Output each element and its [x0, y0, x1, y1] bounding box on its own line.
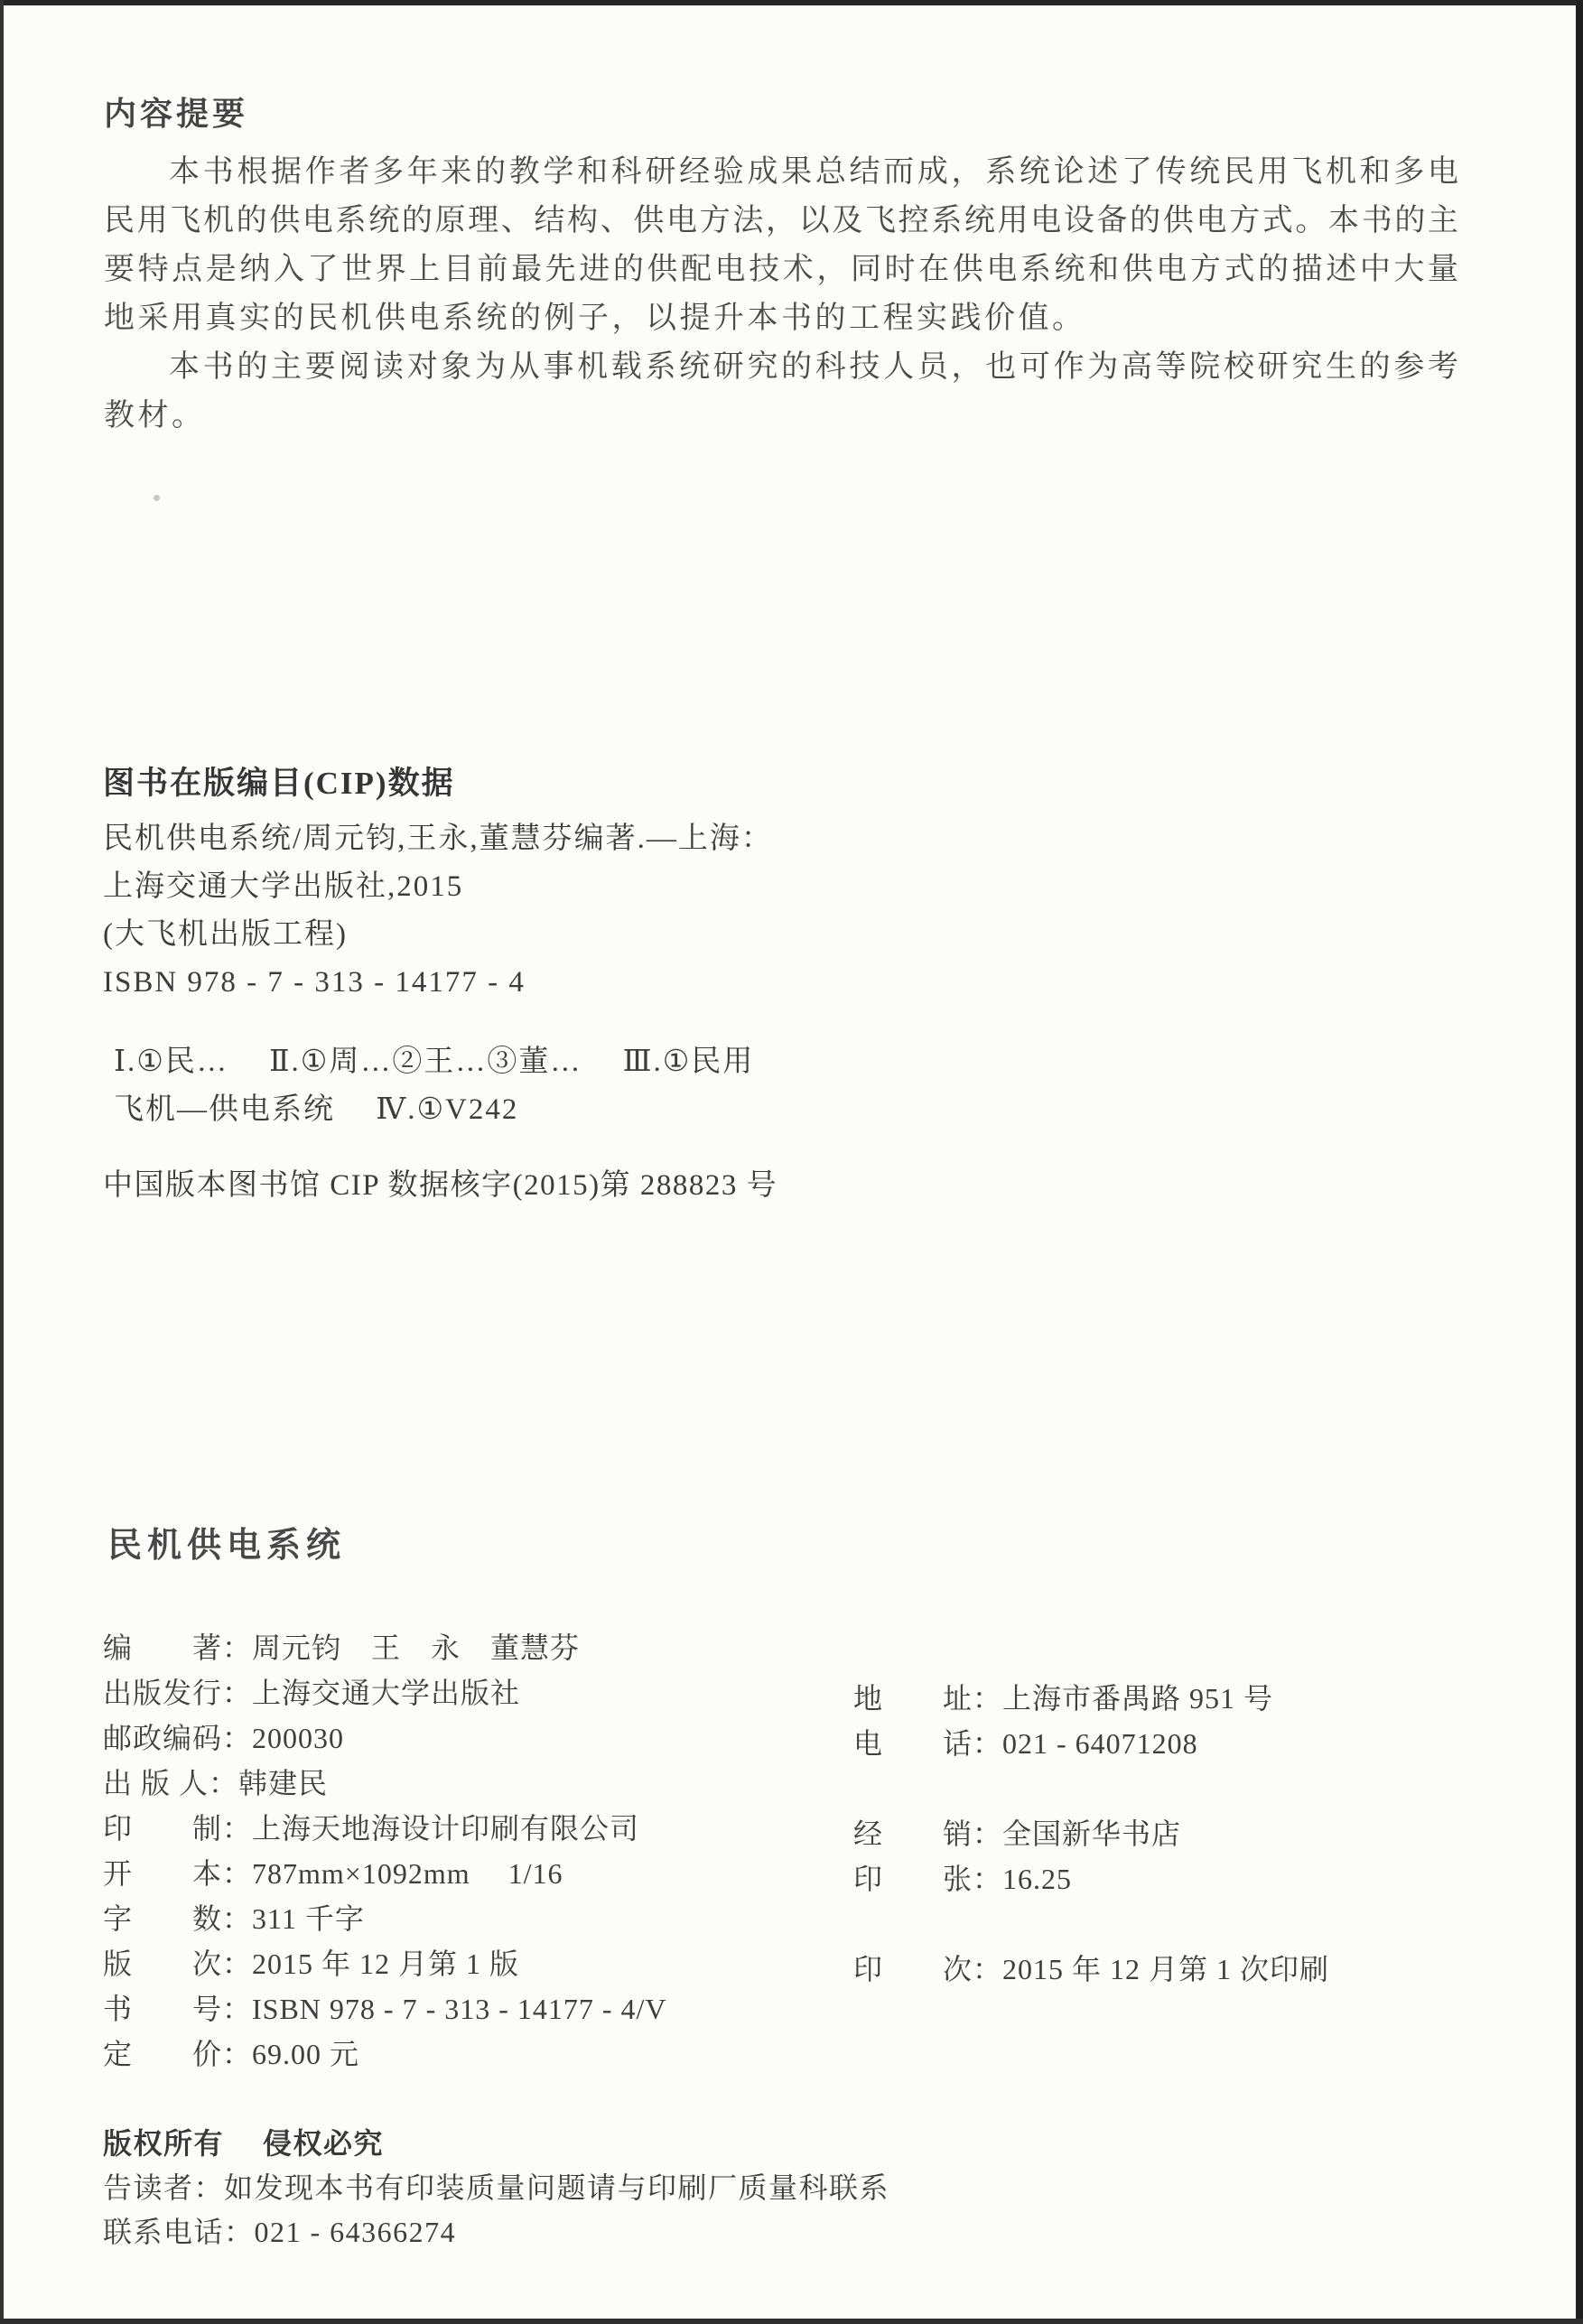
classification-line: 飞机—供电系统 Ⅳ.①V242 [114, 1093, 519, 1126]
summary-paragraphs [104, 147, 1458, 440]
colophon-publisher-row: 出版发行：上海交通大学出版社 [103, 1677, 521, 1709]
summary-line: 教材。 [104, 398, 206, 432]
summary-line: 要特点是纳入了世界上目前最先进的供配电技术，同时在供电系统和供电方式的描述中大量 [104, 252, 1458, 286]
summary-line: 本书根据作者多年来的教学和科研经验成果总结而成，系统论述了传统民用飞机和多电 [169, 154, 1458, 189]
colophon-printing-row: 印 次：2015 年 12 月第 1 次印刷 [853, 1953, 1330, 1985]
colophon-blank-row [853, 1766, 1329, 1811]
colophon-printer-row: 印 制：上海天地海设计印刷有限公司 [103, 1812, 640, 1845]
colophon-format-row: 开 本：787mm×1092mm 1/16 [103, 1857, 563, 1890]
scan-edge-bottom [0, 2319, 1583, 2324]
scan-edge-top [0, 0, 1583, 5]
colophon-left-column [103, 1670, 667, 2077]
cip-line: 上海交通大学出版社,2015 [103, 870, 464, 903]
scan-speck [154, 495, 160, 501]
colophon-publisher-person-row: 出 版 人：韩建民 [103, 1767, 329, 1799]
colophon-wordcount-row: 字 数：311 千字 [103, 1902, 365, 1935]
scan-edge-right [1576, 0, 1583, 2324]
colophon-edition-row: 版 次：2015 年 12 月第 1 版 [103, 1948, 520, 1980]
colophon-isbn-row: 书 号：ISBN 978 - 7 - 313 - 14177 - 4/V [103, 1993, 667, 2025]
cip-registry-number: 中国版本图书馆 CIP 数据核字(2015)第 288823 号 [103, 1169, 778, 1202]
colophon-postcode-row: 邮政编码：200030 [103, 1722, 345, 1754]
copyright-notice [103, 2122, 889, 2254]
classification-line: Ⅰ.①民… Ⅱ.①周…②王…③董… Ⅲ.①民用 [114, 1046, 755, 1078]
summary-line: 民用飞机的供电系统的原理、结构、供电方法，以及飞控系统用电设备的供电方式。本书的主 [104, 203, 1458, 237]
cip-line: (大飞机出版工程) [103, 918, 348, 951]
summary-line: 地采用真实的民机供电系统的例子，以提升本书的工程实践价值。 [104, 301, 1086, 335]
editors-row: 编 著：周元钧 王 永 董慧芬 [103, 1631, 581, 1664]
cip-record [103, 815, 773, 1007]
cip-line: 民机供电系统/周元钧,王永,董慧芬编著.—上海： [103, 823, 773, 855]
colophon-phone-row: 电 话：021 - 64071208 [853, 1727, 1198, 1760]
cip-classification [114, 1038, 754, 1134]
colophon-address-row: 地 址：上海市番禺路 951 号 [853, 1682, 1274, 1715]
colophon-right-column [853, 1676, 1329, 1992]
cip-isbn-line: ISBN 978 - 7 - 313 - 14177 - 4 [103, 966, 526, 999]
summary-heading: 内容提要 [104, 95, 249, 132]
summary-line: 本书的主要阅读对象为从事机载系统研究的科技人员，也可作为高等院校研究生的参考 [169, 349, 1458, 384]
reader-notice-line: 告读者：如发现本书有印装质量问题请与印刷厂质量科联系 [103, 2171, 890, 2204]
contact-phone-line: 联系电话：021 - 64366274 [103, 2216, 457, 2248]
colophon-blank-row [853, 1901, 1329, 1947]
cip-heading: 图书在版编目(CIP)数据 [103, 766, 455, 801]
rights-line: 版权所有 侵权必究 [103, 2127, 385, 2160]
book-title: 民机供电系统 [107, 1527, 347, 1565]
colophon-sheets-row: 印 张：16.25 [853, 1863, 1073, 1895]
scan-edge-left [0, 0, 4, 2324]
colophon-distributor-row: 经 销：全国新华书店 [853, 1817, 1182, 1850]
colophon-price-row: 定 价：69.00 元 [103, 2038, 360, 2070]
